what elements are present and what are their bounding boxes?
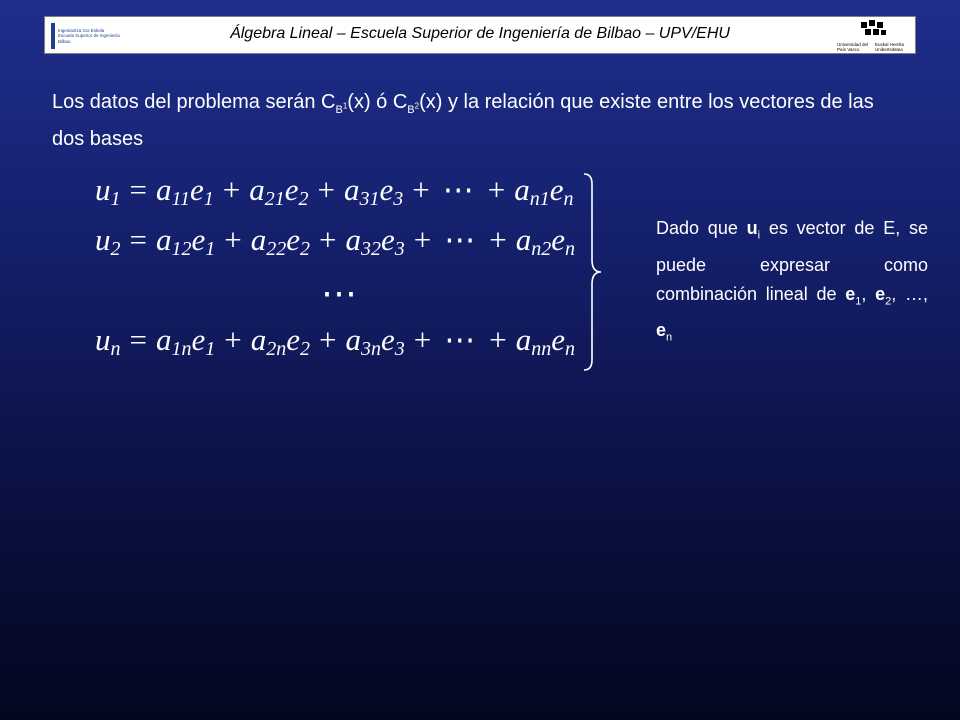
equation-lhs: u xyxy=(95,172,111,207)
equals-sign: = xyxy=(129,172,147,207)
coefficient-index: nn xyxy=(531,338,552,360)
coefficient-symbol: a xyxy=(515,222,532,257)
side-note-text: es vector de E, se puede expresar como combinación lineal de xyxy=(656,218,928,304)
basis-vector-symbol: e xyxy=(380,222,395,257)
basis-vector-index: 2 xyxy=(298,188,309,210)
separator: , xyxy=(861,283,876,304)
equation-system xyxy=(95,172,635,372)
equation-lhs-index: n xyxy=(110,338,121,360)
university-caption-eu: Euskal Herriko Unibertsitatea xyxy=(875,42,905,52)
basis-1-index: 1 xyxy=(342,101,348,111)
school-logo-line: Ingeniaritza Goi Eskola xyxy=(58,27,105,33)
coefficient-symbol: a xyxy=(249,172,265,207)
coefficient-symbol: a xyxy=(155,172,172,207)
basis-vector-symbol: e xyxy=(190,172,204,207)
basis-vector-index: n xyxy=(564,238,575,260)
basis-vector-index: n xyxy=(564,338,575,360)
header-title: Álgebra Lineal – Escuela Superior de Ingeniería de Bilbao – UPV/EHU xyxy=(230,25,730,42)
basis-2-index: 2 xyxy=(414,101,420,111)
coefficient-index: 31 xyxy=(359,188,380,210)
equation-lhs-index: 2 xyxy=(110,238,121,260)
coefficient-symbol: a xyxy=(514,172,530,207)
coefficient-index: 21 xyxy=(264,188,285,210)
basis-vector-symbol: e xyxy=(380,322,395,357)
intro-between: (x) ó C xyxy=(347,91,408,113)
coefficient-index: 12 xyxy=(171,238,192,260)
equation-row xyxy=(95,322,575,361)
school-logo-line: Bilbao xyxy=(58,38,71,44)
basis-vector-index: n xyxy=(563,188,574,210)
basis-2-label xyxy=(407,101,420,116)
plus-sign: + xyxy=(489,322,507,357)
plus-sign: + xyxy=(222,172,241,207)
coefficient-index: 32 xyxy=(360,238,381,260)
basis-vector-symbol: e xyxy=(191,222,206,257)
right-brace-icon xyxy=(582,172,604,372)
plus-sign: + xyxy=(224,322,242,357)
vector-e1-index: 1 xyxy=(855,295,862,308)
plus-sign: + xyxy=(487,172,506,207)
basis-vector-symbol: e xyxy=(286,222,300,257)
vector-u-index: i xyxy=(757,229,761,242)
basis-vector-symbol: e xyxy=(551,322,565,357)
equation-lhs: u xyxy=(95,322,111,357)
intro-prefix: Los datos del problema serán C xyxy=(52,91,336,113)
coefficient-index: 3n xyxy=(360,338,381,360)
vector-en: e xyxy=(656,320,667,341)
university-logo xyxy=(837,20,909,52)
basis-vector-symbol: e xyxy=(551,222,565,257)
equals-sign: = xyxy=(129,222,147,257)
basis-vector-index: 2 xyxy=(300,238,310,260)
basis-1-label xyxy=(335,101,348,116)
intro-text xyxy=(52,88,892,154)
side-note-text: Dado que xyxy=(656,218,747,238)
basis-vector-symbol: e xyxy=(286,322,300,357)
coefficient-index: 1n xyxy=(171,338,192,360)
plus-sign: + xyxy=(412,172,430,207)
basis-vector-index: 1 xyxy=(205,238,216,260)
basis-vector-index: 3 xyxy=(394,238,405,260)
basis-vector-index: 1 xyxy=(203,188,214,210)
slide-header xyxy=(44,16,916,54)
plus-sign: + xyxy=(319,322,337,357)
intro-suffix: (x) y la relación que existe entre los vectores de las dos bases xyxy=(52,91,874,150)
coefficient-symbol: a xyxy=(345,222,361,257)
coefficient-symbol: a xyxy=(344,172,360,207)
side-note xyxy=(656,214,928,353)
vector-e2: e xyxy=(875,283,886,304)
vertical-ellipsis: ⋯ xyxy=(321,273,357,313)
vector-en-index: n xyxy=(666,331,673,344)
ellipsis: ⋯ xyxy=(444,222,477,257)
coefficient-symbol: a xyxy=(345,322,361,357)
basis-vector-index: 3 xyxy=(393,188,404,210)
separator: , …, xyxy=(891,283,928,304)
coefficient-symbol: a xyxy=(155,322,172,357)
basis-vector-index: 1 xyxy=(205,338,216,360)
plus-sign: + xyxy=(317,172,335,207)
ellipsis: ⋯ xyxy=(444,322,477,357)
coefficient-symbol: a xyxy=(250,322,267,357)
coefficient-symbol: a xyxy=(155,222,172,257)
coefficient-index: 22 xyxy=(266,238,287,260)
basis-1-letter: B xyxy=(335,104,343,116)
equation-row xyxy=(95,172,574,211)
basis-2-letter: B xyxy=(407,104,415,116)
coefficient-symbol: a xyxy=(515,322,532,357)
coefficient-index: 2n xyxy=(266,338,287,360)
vector-e2-index: 2 xyxy=(885,295,892,308)
coefficient-index: 11 xyxy=(171,188,190,210)
coefficient-index: n1 xyxy=(529,188,550,210)
equation-lhs-index: 1 xyxy=(110,188,121,210)
plus-sign: + xyxy=(224,222,242,257)
plus-sign: + xyxy=(489,222,507,257)
plus-sign: + xyxy=(413,222,432,257)
coefficient-symbol: a xyxy=(250,222,267,257)
basis-vector-symbol: e xyxy=(284,172,299,207)
basis-vector-index: 3 xyxy=(394,338,405,360)
basis-vector-symbol: e xyxy=(191,322,206,357)
equation-lhs: u xyxy=(95,222,111,257)
university-caption-es: Universidad del País Vasco xyxy=(837,42,869,52)
vector-e1: e xyxy=(845,283,856,304)
basis-vector-symbol: e xyxy=(549,172,564,207)
basis-vector-index: 2 xyxy=(300,338,310,360)
plus-sign: + xyxy=(319,222,337,257)
school-logo-line: Escuela Superior de Ingeniería xyxy=(58,33,120,39)
basis-vector-symbol: e xyxy=(379,172,394,207)
plus-sign: + xyxy=(413,322,432,357)
equals-sign: = xyxy=(129,322,147,357)
coefficient-index: n2 xyxy=(531,238,552,260)
vector-u: u xyxy=(746,218,758,238)
equation-row xyxy=(95,222,575,261)
university-emblem-icon xyxy=(859,20,889,40)
ellipsis: ⋯ xyxy=(442,172,475,207)
